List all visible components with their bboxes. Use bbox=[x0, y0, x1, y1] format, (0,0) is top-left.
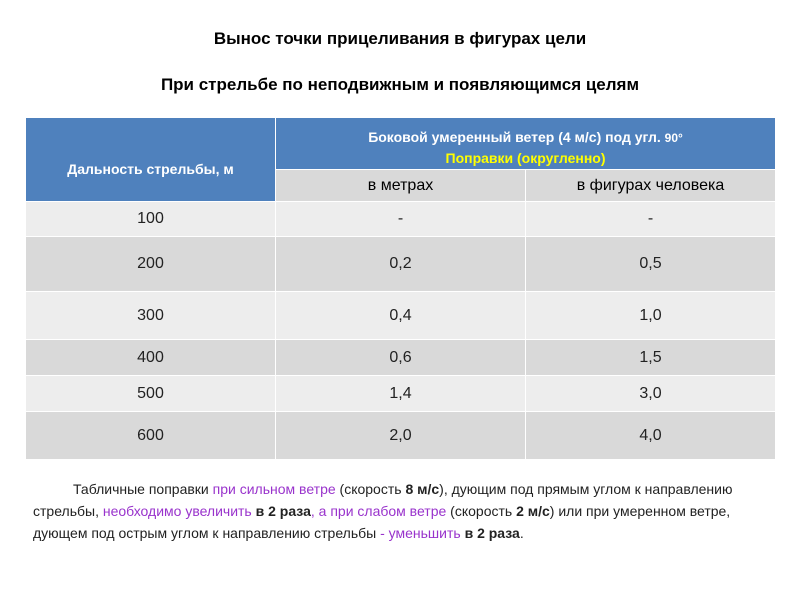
note-increase: необходимо увеличить bbox=[102, 503, 256, 519]
meters-cell: 0,4 bbox=[276, 292, 526, 340]
page-title: Вынос точки прицеливания в фигурах цели bbox=[213, 29, 587, 48]
range-cell: 200 bbox=[26, 237, 276, 292]
note-speed-8: 8 м/с bbox=[405, 481, 440, 497]
meters-cell: - bbox=[276, 202, 526, 237]
figures-cell: - bbox=[526, 202, 776, 237]
wind-column-header bbox=[276, 118, 776, 170]
table-row bbox=[26, 376, 776, 412]
figures-cell: 4,0 bbox=[526, 412, 776, 460]
note-text: ) или при умеренном ветре, дующем под острым углом к направлению стрельбы bbox=[33, 503, 731, 541]
wind-header-degree: 90° bbox=[664, 130, 683, 145]
figures-cell: 3,0 bbox=[526, 376, 776, 412]
figures-column-header: в фигурах человека bbox=[526, 170, 776, 202]
range-cell: 600 bbox=[26, 412, 276, 460]
page-subtitle: При стрельбе по неподвижным и появляющимся целям bbox=[160, 75, 640, 94]
table-row bbox=[26, 202, 776, 237]
note-text: (скорость bbox=[335, 481, 406, 497]
note-text: Табличные поправки bbox=[73, 481, 213, 497]
range-cell: 500 bbox=[26, 376, 276, 412]
note-factor: в 2 раза bbox=[255, 503, 311, 519]
figures-cell: 0,5 bbox=[526, 237, 776, 292]
note-text: ), дующим под прямым углом к направлению стрельбы, bbox=[33, 481, 733, 519]
note-factor: в 2 раза bbox=[464, 525, 520, 541]
range-cell: 100 bbox=[26, 202, 276, 237]
note-decrease: - уменьшить bbox=[376, 525, 465, 541]
note-speed-2: 2 м/с bbox=[516, 503, 550, 519]
meters-column-header: в метрах bbox=[276, 170, 526, 202]
corrections-table bbox=[25, 117, 776, 460]
table-row bbox=[26, 292, 776, 340]
wind-header-corrections: Поправки (округленно) bbox=[445, 149, 606, 166]
meters-cell: 0,2 bbox=[276, 237, 526, 292]
figures-cell: 1,0 bbox=[526, 292, 776, 340]
table-row bbox=[26, 412, 776, 460]
figures-cell: 1,5 bbox=[526, 340, 776, 376]
table-row bbox=[26, 237, 776, 292]
note-strong-wind: при сильном ветре bbox=[212, 481, 336, 497]
note-text: (скорость bbox=[446, 503, 517, 519]
meters-cell: 0,6 bbox=[276, 340, 526, 376]
meters-cell: 2,0 bbox=[276, 412, 526, 460]
range-column-header: Дальность стрельбы, м bbox=[26, 118, 276, 202]
note-paragraph bbox=[33, 478, 773, 544]
table-row bbox=[26, 340, 776, 376]
meters-cell: 1,4 bbox=[276, 376, 526, 412]
note-weak-wind: , а при слабом ветре bbox=[310, 503, 447, 519]
note-text: . bbox=[519, 525, 524, 541]
range-cell: 400 bbox=[26, 340, 276, 376]
wind-header-main: Боковой умеренный ветер (4 м/с) под угл. bbox=[368, 128, 661, 145]
range-cell: 300 bbox=[26, 292, 276, 340]
